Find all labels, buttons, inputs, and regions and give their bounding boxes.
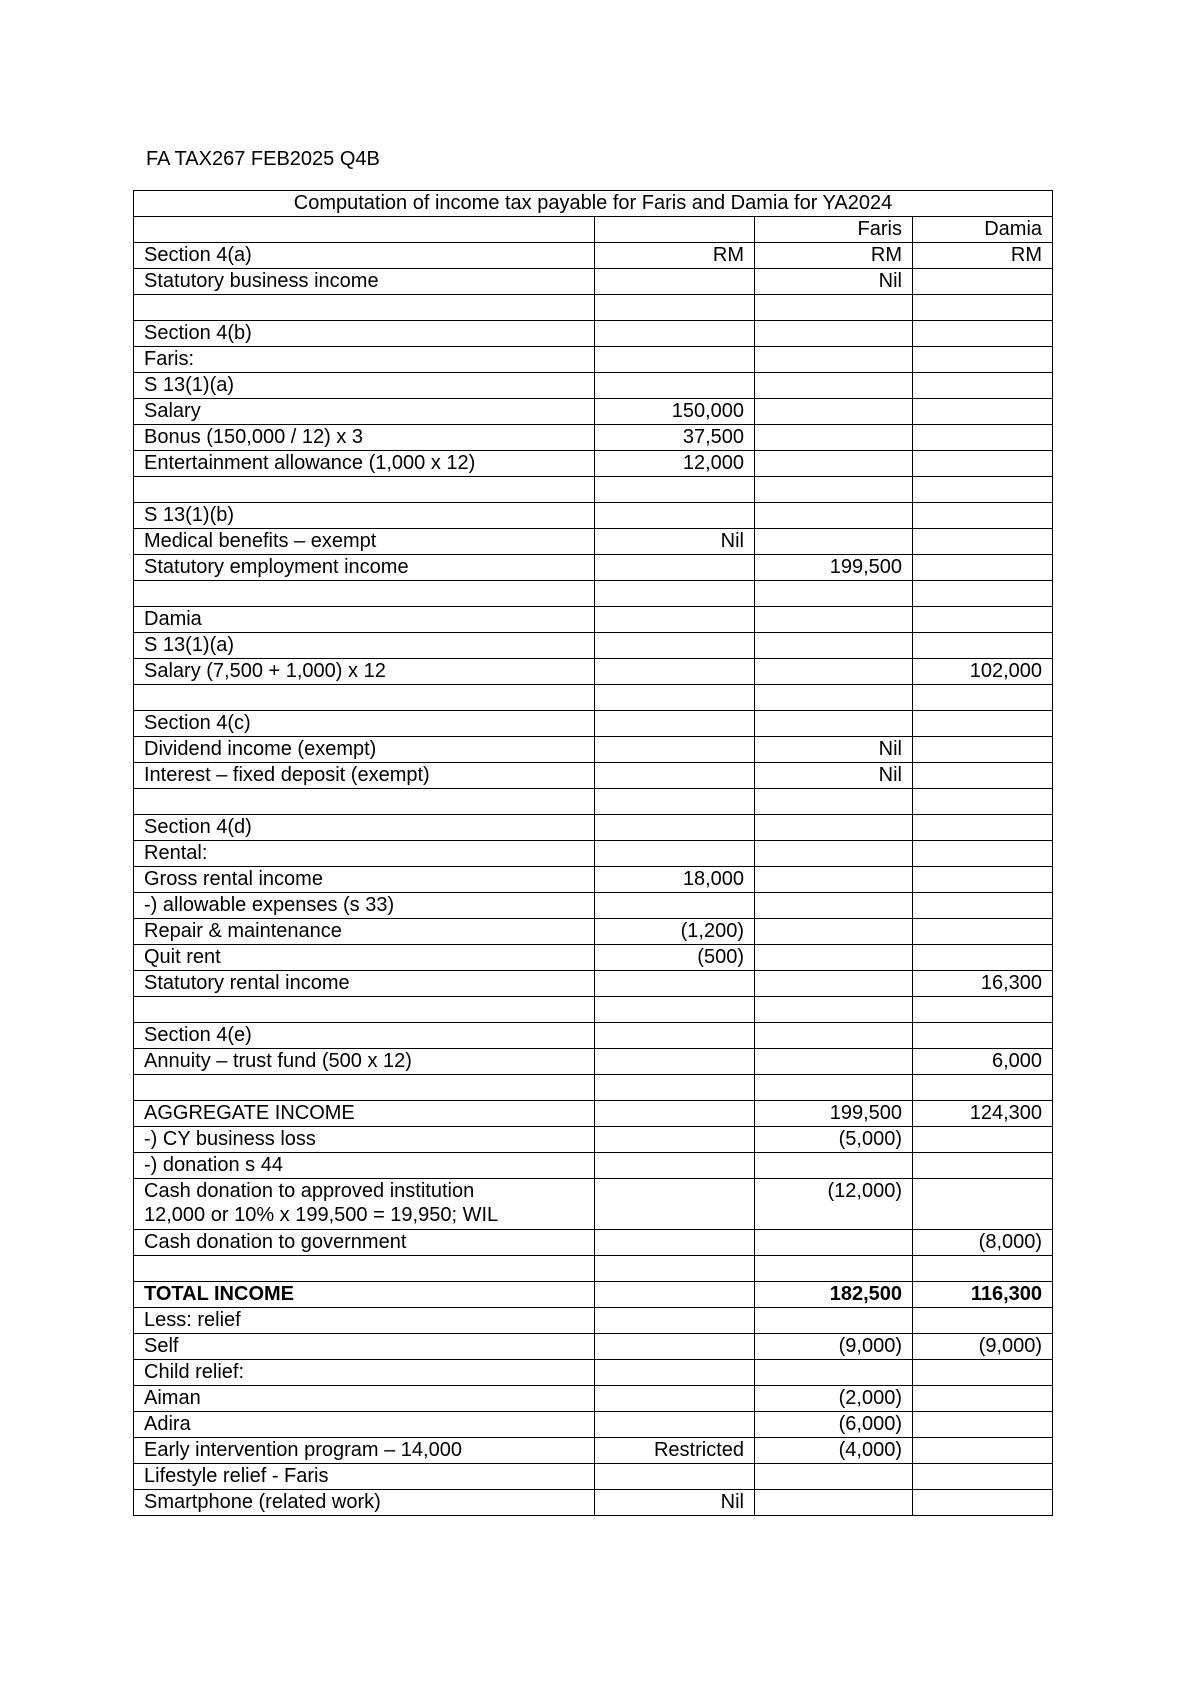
table-row xyxy=(134,1023,1053,1049)
row-workings-cell xyxy=(595,1256,755,1282)
row-damia-cell xyxy=(913,737,1053,763)
row-damia-cell xyxy=(913,763,1053,789)
row-description-cell xyxy=(134,789,595,815)
table-row xyxy=(134,737,1053,763)
row-damia-cell xyxy=(913,451,1053,477)
row-faris-cell: (2,000) xyxy=(755,1386,913,1412)
row-workings-cell xyxy=(595,1230,755,1256)
row-faris-cell: 199,500 xyxy=(755,1101,913,1127)
table-row xyxy=(134,347,1053,373)
row-description-cell: Early intervention program – 14,000 xyxy=(134,1438,595,1464)
row-workings-cell xyxy=(595,841,755,867)
row-workings-cell xyxy=(595,633,755,659)
row-faris-cell xyxy=(755,1464,913,1490)
row-description-cell: -) allowable expenses (s 33) xyxy=(134,893,595,919)
row-damia-cell xyxy=(913,945,1053,971)
row-workings-cell xyxy=(595,659,755,685)
row-description-cell: Section 4(c) xyxy=(134,711,595,737)
table-row xyxy=(134,581,1053,607)
row-damia-cell xyxy=(913,633,1053,659)
row-description-cell: -) CY business loss xyxy=(134,1127,595,1153)
row-workings-cell xyxy=(595,1308,755,1334)
row-damia-cell: RM xyxy=(913,243,1053,269)
row-faris-cell xyxy=(755,815,913,841)
row-workings-cell xyxy=(595,685,755,711)
row-description-cell: Bonus (150,000 / 12) x 3 xyxy=(134,425,595,451)
row-damia-cell xyxy=(913,919,1053,945)
row-damia-cell: 6,000 xyxy=(913,1049,1053,1075)
row-description-cell: S 13(1)(a) xyxy=(134,633,595,659)
row-description-cell: Statutory rental income xyxy=(134,971,595,997)
row-workings-cell: (500) xyxy=(595,945,755,971)
table-row xyxy=(134,1049,1053,1075)
row-workings-cell xyxy=(595,555,755,581)
row-workings-cell: 150,000 xyxy=(595,399,755,425)
row-description-cell xyxy=(134,477,595,503)
row-description-cell: Section 4(e) xyxy=(134,1023,595,1049)
header-faris-cell: Faris xyxy=(755,217,913,243)
row-damia-cell xyxy=(913,503,1053,529)
row-description-cell: Annuity – trust fund (500 x 12) xyxy=(134,1049,595,1075)
row-faris-cell xyxy=(755,1256,913,1282)
table-row xyxy=(134,1360,1053,1386)
row-faris-cell xyxy=(755,659,913,685)
row-faris-cell: Nil xyxy=(755,763,913,789)
row-description-cell: Statutory business income xyxy=(134,269,595,295)
row-damia-cell xyxy=(913,425,1053,451)
row-faris-cell xyxy=(755,503,913,529)
row-damia-cell xyxy=(913,1464,1053,1490)
row-workings-cell: (1,200) xyxy=(595,919,755,945)
row-workings-cell: Nil xyxy=(595,1490,755,1516)
row-workings-cell xyxy=(595,269,755,295)
row-description-cell: Interest – fixed deposit (exempt) xyxy=(134,763,595,789)
row-workings-cell xyxy=(595,1282,755,1308)
row-faris-cell: (6,000) xyxy=(755,1412,913,1438)
row-workings-cell xyxy=(595,815,755,841)
row-damia-cell xyxy=(913,841,1053,867)
row-description-cell xyxy=(134,1075,595,1101)
row-description-cell: Less: relief xyxy=(134,1308,595,1334)
table-row xyxy=(134,1386,1053,1412)
row-description-cell xyxy=(134,1256,595,1282)
row-faris-cell xyxy=(755,633,913,659)
table-row xyxy=(134,295,1053,321)
row-faris-cell xyxy=(755,321,913,347)
row-workings-cell xyxy=(595,1334,755,1360)
row-workings-cell xyxy=(595,737,755,763)
table-row xyxy=(134,1282,1053,1308)
row-description-cell xyxy=(134,685,595,711)
row-faris-cell xyxy=(755,607,913,633)
row-description-cell: Quit rent xyxy=(134,945,595,971)
row-damia-cell: 16,300 xyxy=(913,971,1053,997)
row-description-cell xyxy=(134,997,595,1023)
row-faris-cell xyxy=(755,529,913,555)
row-workings-cell xyxy=(595,1153,755,1179)
row-description-cell: TOTAL INCOME xyxy=(134,1282,595,1308)
row-workings-cell xyxy=(595,295,755,321)
row-damia-cell xyxy=(913,1023,1053,1049)
row-workings-cell xyxy=(595,763,755,789)
row-faris-cell xyxy=(755,373,913,399)
table-row xyxy=(134,321,1053,347)
row-damia-cell xyxy=(913,1308,1053,1334)
row-workings-cell xyxy=(595,607,755,633)
row-description-cell: Lifestyle relief - Faris xyxy=(134,1464,595,1490)
row-workings-cell: 12,000 xyxy=(595,451,755,477)
row-damia-cell: 102,000 xyxy=(913,659,1053,685)
table-row xyxy=(134,1075,1053,1101)
table-row xyxy=(134,1438,1053,1464)
table-row xyxy=(134,945,1053,971)
table-row xyxy=(134,659,1053,685)
row-description-cell: Statutory employment income xyxy=(134,555,595,581)
row-faris-cell: RM xyxy=(755,243,913,269)
header-description-cell xyxy=(134,217,595,243)
row-workings-cell xyxy=(595,971,755,997)
row-faris-cell: (4,000) xyxy=(755,1438,913,1464)
row-faris-cell xyxy=(755,893,913,919)
row-workings-cell xyxy=(595,1179,755,1230)
row-faris-cell xyxy=(755,971,913,997)
row-damia-cell xyxy=(913,1179,1053,1230)
row-description-cell: Rental: xyxy=(134,841,595,867)
row-workings-cell xyxy=(595,503,755,529)
row-description-cell: S 13(1)(b) xyxy=(134,503,595,529)
row-workings-cell: Nil xyxy=(595,529,755,555)
row-faris-cell: 199,500 xyxy=(755,555,913,581)
table-row xyxy=(134,1490,1053,1516)
table-title: Computation of income tax payable for Faris and Damia for YA2024 xyxy=(134,191,1053,217)
row-faris-cell xyxy=(755,477,913,503)
row-workings-cell: RM xyxy=(595,243,755,269)
row-faris-cell xyxy=(755,1049,913,1075)
row-workings-cell xyxy=(595,1386,755,1412)
table-row xyxy=(134,269,1053,295)
row-description-cell: Dividend income (exempt) xyxy=(134,737,595,763)
table-header-row xyxy=(134,217,1053,243)
table-row xyxy=(134,1230,1053,1256)
row-description-cell: S 13(1)(a) xyxy=(134,373,595,399)
row-damia-cell xyxy=(913,399,1053,425)
row-damia-cell xyxy=(913,269,1053,295)
table-row xyxy=(134,711,1053,737)
row-damia-cell: (9,000) xyxy=(913,1334,1053,1360)
row-damia-cell xyxy=(913,373,1053,399)
row-faris-cell xyxy=(755,685,913,711)
table-row xyxy=(134,1412,1053,1438)
row-damia-cell xyxy=(913,295,1053,321)
table-row xyxy=(134,1334,1053,1360)
table-row xyxy=(134,841,1053,867)
row-workings-cell xyxy=(595,997,755,1023)
row-damia-cell xyxy=(913,789,1053,815)
row-workings-cell xyxy=(595,581,755,607)
row-faris-cell xyxy=(755,347,913,373)
table-row xyxy=(134,1153,1053,1179)
row-damia-cell xyxy=(913,1490,1053,1516)
row-damia-cell xyxy=(913,1075,1053,1101)
row-damia-cell xyxy=(913,321,1053,347)
table-row xyxy=(134,1308,1053,1334)
table-row xyxy=(134,919,1053,945)
row-description-cell: Section 4(a) xyxy=(134,243,595,269)
row-description-cell: Child relief: xyxy=(134,1360,595,1386)
table-row xyxy=(134,1464,1053,1490)
row-description-cell: Smartphone (related work) xyxy=(134,1490,595,1516)
row-faris-cell xyxy=(755,425,913,451)
table-row xyxy=(134,633,1053,659)
row-damia-cell xyxy=(913,711,1053,737)
row-damia-cell xyxy=(913,581,1053,607)
row-damia-cell: (8,000) xyxy=(913,1230,1053,1256)
row-workings-cell xyxy=(595,477,755,503)
row-faris-cell xyxy=(755,1230,913,1256)
row-faris-cell xyxy=(755,399,913,425)
table-title-row xyxy=(134,191,1053,217)
table-row xyxy=(134,477,1053,503)
row-damia-cell xyxy=(913,1438,1053,1464)
row-workings-cell xyxy=(595,1464,755,1490)
table-row xyxy=(134,971,1053,997)
row-damia-cell xyxy=(913,893,1053,919)
header-damia-cell: Damia xyxy=(913,217,1053,243)
table-row xyxy=(134,425,1053,451)
row-description-cell: Damia xyxy=(134,607,595,633)
row-description-cell xyxy=(134,581,595,607)
row-description-cell: -) donation s 44 xyxy=(134,1153,595,1179)
row-damia-cell xyxy=(913,685,1053,711)
row-workings-cell xyxy=(595,893,755,919)
row-workings-cell xyxy=(595,711,755,737)
row-damia-cell xyxy=(913,997,1053,1023)
row-description-cell: Medical benefits – exempt xyxy=(134,529,595,555)
table-row xyxy=(134,763,1053,789)
row-workings-cell: Restricted xyxy=(595,1438,755,1464)
row-description-line: Cash donation to approved institution xyxy=(144,1180,475,1202)
row-workings-cell xyxy=(595,1412,755,1438)
row-damia-cell xyxy=(913,1256,1053,1282)
row-faris-cell: Nil xyxy=(755,737,913,763)
row-faris-cell xyxy=(755,919,913,945)
table-row xyxy=(134,1256,1053,1282)
row-faris-cell: (9,000) xyxy=(755,1334,913,1360)
row-faris-cell xyxy=(755,295,913,321)
row-faris-cell xyxy=(755,841,913,867)
row-description-cell: Section 4(d) xyxy=(134,815,595,841)
row-workings-cell xyxy=(595,347,755,373)
row-workings-cell xyxy=(595,1075,755,1101)
row-description-cell: Section 4(b) xyxy=(134,321,595,347)
row-faris-cell xyxy=(755,581,913,607)
table-row xyxy=(134,997,1053,1023)
table-row xyxy=(134,529,1053,555)
row-workings-cell xyxy=(595,1049,755,1075)
row-faris-cell xyxy=(755,1075,913,1101)
row-description-cell: Salary xyxy=(134,399,595,425)
row-damia-cell xyxy=(913,867,1053,893)
row-description-cell: Aiman xyxy=(134,1386,595,1412)
row-description-cell: Salary (7,500 + 1,000) x 12 xyxy=(134,659,595,685)
table-row xyxy=(134,815,1053,841)
row-description-cell: AGGREGATE INCOME xyxy=(134,1101,595,1127)
row-faris-cell xyxy=(755,711,913,737)
table-row xyxy=(134,1101,1053,1127)
table-row xyxy=(134,685,1053,711)
row-workings-cell: 18,000 xyxy=(595,867,755,893)
table-row xyxy=(134,503,1053,529)
row-description-cell: Faris: xyxy=(134,347,595,373)
row-faris-cell xyxy=(755,451,913,477)
row-damia-cell xyxy=(913,607,1053,633)
row-workings-cell xyxy=(595,1360,755,1386)
row-description-cell: Cash donation to government xyxy=(134,1230,595,1256)
row-description-cell: Repair & maintenance xyxy=(134,919,595,945)
document-heading: FA TAX267 FEB2025 Q4B xyxy=(146,148,380,170)
row-faris-cell xyxy=(755,1490,913,1516)
row-description-cell: Entertainment allowance (1,000 x 12) xyxy=(134,451,595,477)
table-row xyxy=(134,243,1053,269)
row-damia-cell xyxy=(913,1412,1053,1438)
row-workings-cell xyxy=(595,1101,755,1127)
table-row xyxy=(134,451,1053,477)
row-damia-cell xyxy=(913,529,1053,555)
row-faris-cell xyxy=(755,945,913,971)
row-damia-cell xyxy=(913,347,1053,373)
table-row xyxy=(134,867,1053,893)
row-faris-cell xyxy=(755,867,913,893)
row-damia-cell: 116,300 xyxy=(913,1282,1053,1308)
row-workings-cell xyxy=(595,1127,755,1153)
row-damia-cell xyxy=(913,1360,1053,1386)
row-description-cell: Self xyxy=(134,1334,595,1360)
row-damia-cell xyxy=(913,1386,1053,1412)
row-faris-cell xyxy=(755,1153,913,1179)
row-damia-cell: 124,300 xyxy=(913,1101,1053,1127)
tax-computation-table xyxy=(133,190,1053,1516)
row-damia-cell xyxy=(913,555,1053,581)
header-workings-cell xyxy=(595,217,755,243)
row-damia-cell xyxy=(913,1153,1053,1179)
row-faris-cell: Nil xyxy=(755,269,913,295)
row-damia-cell xyxy=(913,815,1053,841)
row-faris-cell: (5,000) xyxy=(755,1127,913,1153)
row-description-cell: Adira xyxy=(134,1412,595,1438)
row-faris-cell xyxy=(755,1360,913,1386)
table-row xyxy=(134,607,1053,633)
row-workings-cell xyxy=(595,321,755,347)
row-damia-cell xyxy=(913,477,1053,503)
row-workings-cell: 37,500 xyxy=(595,425,755,451)
row-description-working-line: 12,000 or 10% x 199,500 = 19,950; WIL xyxy=(144,1204,499,1226)
row-workings-cell xyxy=(595,373,755,399)
row-faris-cell: 182,500 xyxy=(755,1282,913,1308)
row-workings-cell xyxy=(595,789,755,815)
table-row xyxy=(134,1127,1053,1153)
table-row xyxy=(134,789,1053,815)
table-row xyxy=(134,1179,1053,1230)
row-description-cell xyxy=(134,1179,595,1230)
row-faris-cell: (12,000) xyxy=(755,1179,913,1230)
table-row xyxy=(134,373,1053,399)
row-faris-cell xyxy=(755,997,913,1023)
table-row xyxy=(134,893,1053,919)
table-row xyxy=(134,555,1053,581)
row-faris-cell xyxy=(755,789,913,815)
row-description-cell: Gross rental income xyxy=(134,867,595,893)
row-faris-cell xyxy=(755,1308,913,1334)
row-damia-cell xyxy=(913,1127,1053,1153)
table-row xyxy=(134,399,1053,425)
row-description-cell xyxy=(134,295,595,321)
row-faris-cell xyxy=(755,1023,913,1049)
row-workings-cell xyxy=(595,1023,755,1049)
